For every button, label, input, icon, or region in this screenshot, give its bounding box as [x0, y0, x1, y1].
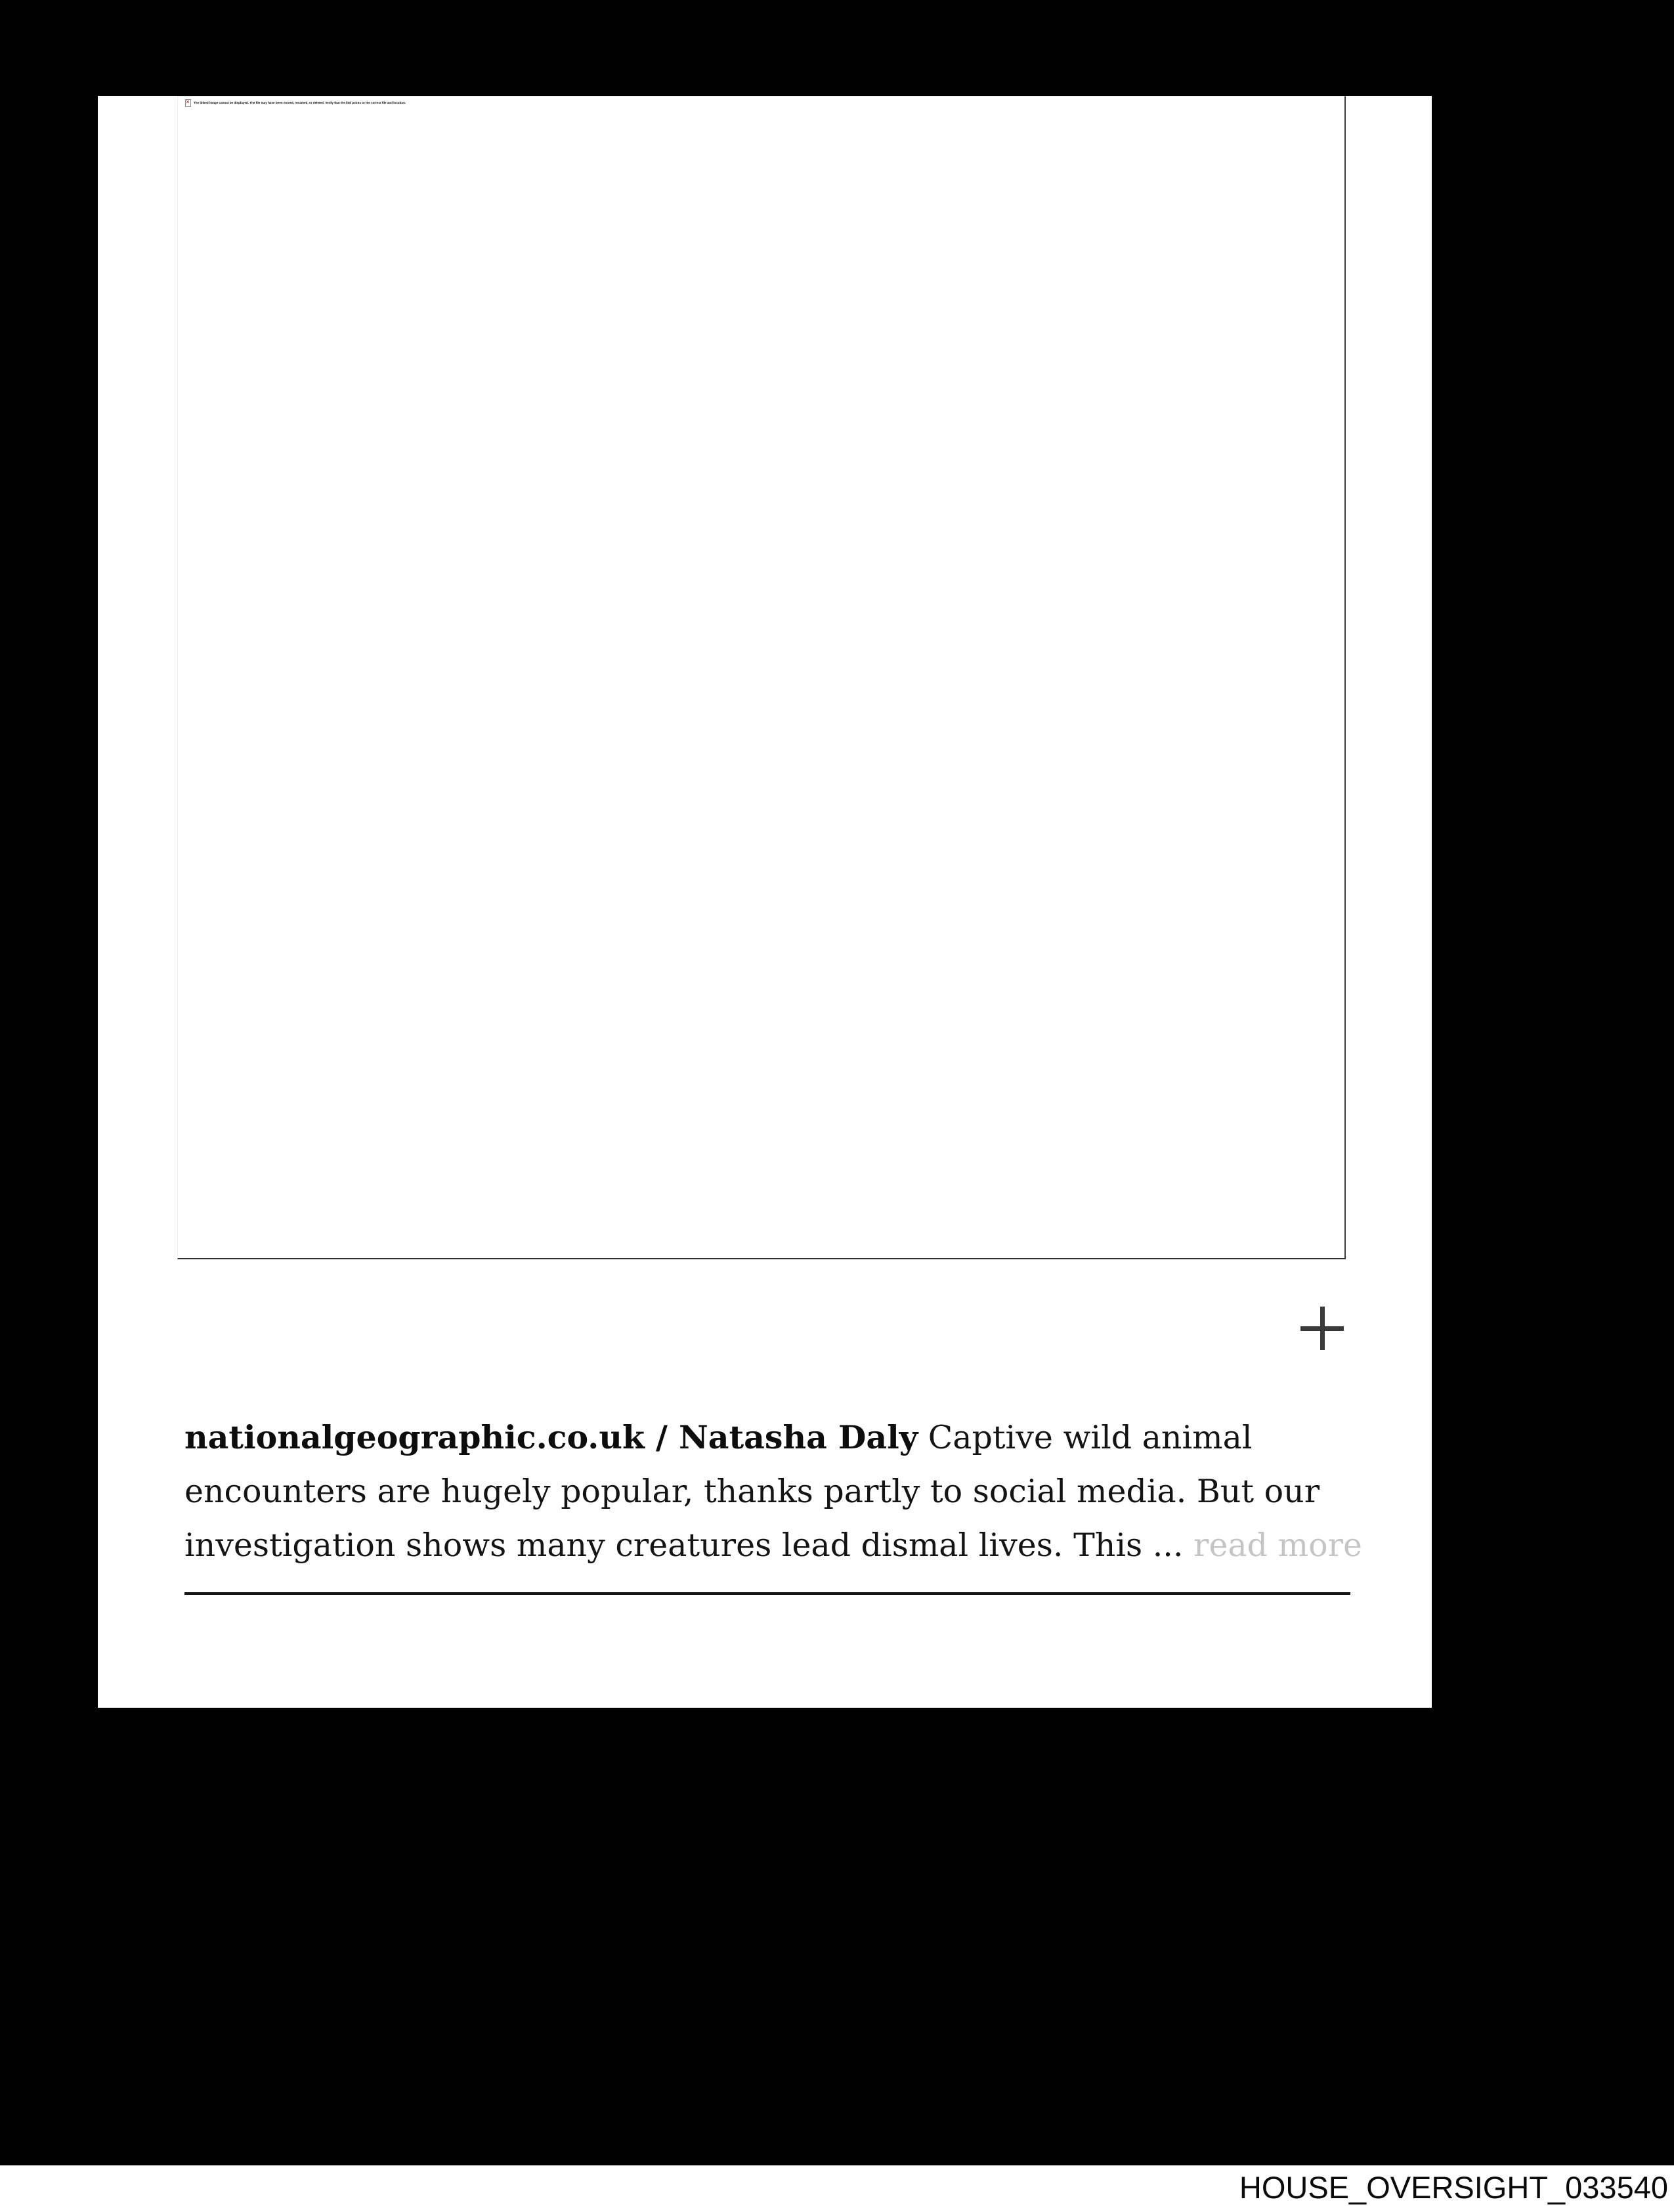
bates-strip — [0, 2165, 1674, 2212]
bates-number: HOUSE_OVERSIGHT_033540 — [1239, 2170, 1668, 2205]
article-line-2: encounters are hugely popular, thanks partly to social media. But our — [184, 1473, 1320, 1510]
broken-image-alt-row — [185, 99, 406, 107]
divider-rule — [184, 1592, 1350, 1595]
broken-image-alt-text: The linked image cannot be displayed. The file may have been moved, renamed, or deleted. Verify that the link points to the correct file and location. — [194, 101, 406, 104]
plus-icon-vertical-bar — [1320, 1307, 1325, 1350]
article-source: nationalgeographic.co.uk / Natasha Daly — [184, 1418, 918, 1456]
article-summary — [184, 1410, 1360, 1572]
article-line-3-text: investigation shows many creatures lead dismal lives. This ... — [184, 1527, 1194, 1564]
email-page — [98, 96, 1432, 1708]
article-line-1-text: Captive wild animal — [918, 1419, 1253, 1456]
broken-image-placeholder — [177, 96, 1346, 1259]
broken-image-icon — [185, 99, 191, 107]
article-line-3 — [184, 1519, 1360, 1572]
article-line-1 — [184, 1410, 1360, 1465]
read-more-link[interactable]: read more — [1193, 1527, 1362, 1564]
plus-icon[interactable] — [1300, 1307, 1344, 1350]
